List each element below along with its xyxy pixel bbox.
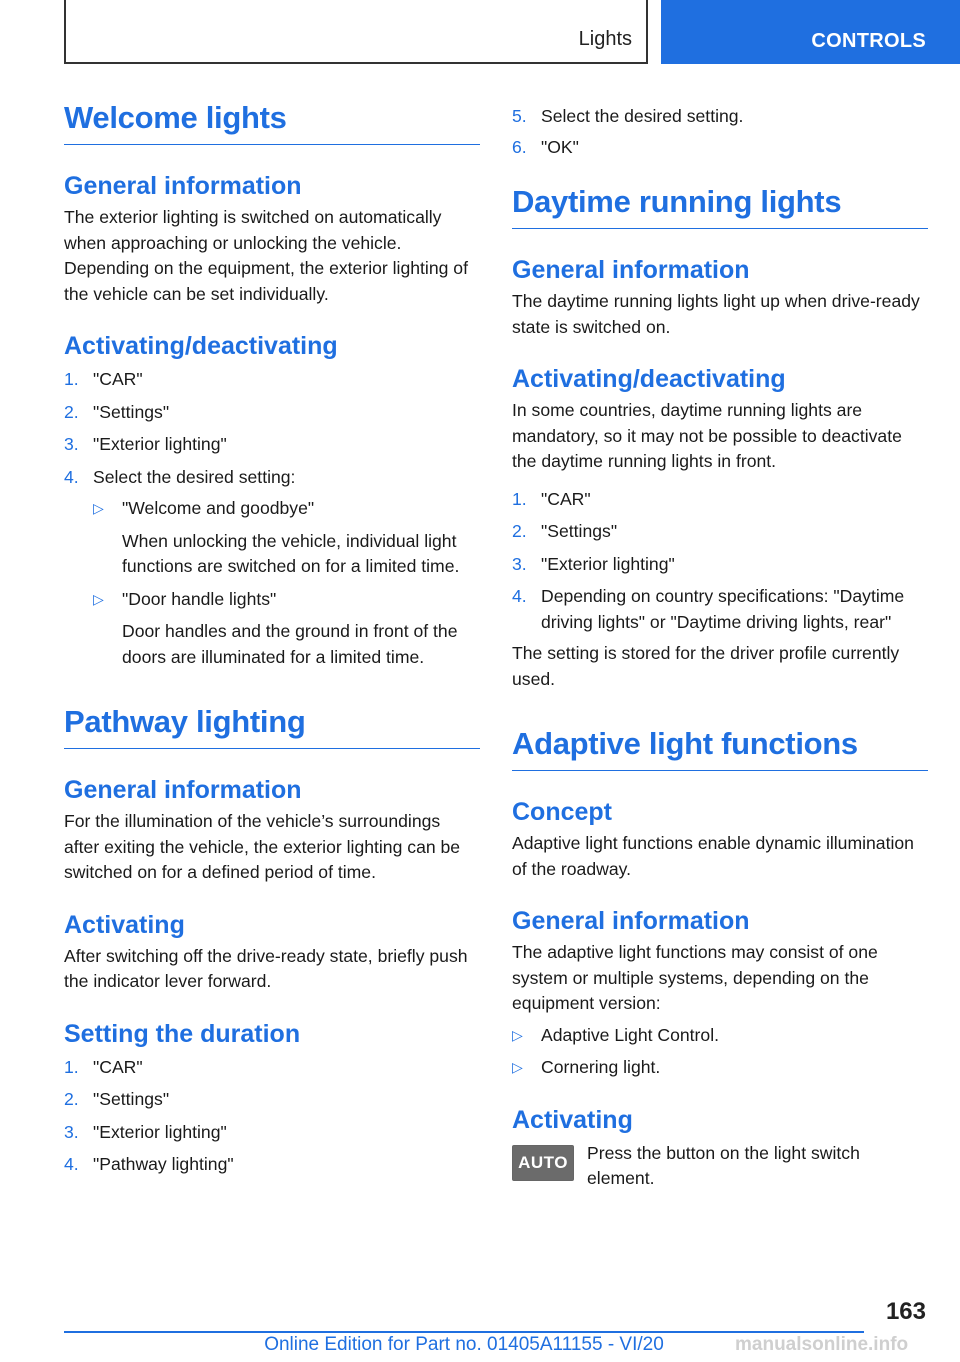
list-item <box>512 552 928 578</box>
list-item <box>64 400 480 426</box>
list-item <box>64 1152 480 1178</box>
alf-concept-heading: Concept <box>512 798 612 826</box>
list-item <box>512 519 928 545</box>
alf-general-heading: General information <box>512 907 750 935</box>
list-item <box>64 432 480 458</box>
alf-general-text: The adaptive light functions may consist of one system or multiple systems, depending on the equipment version: <box>512 942 878 1013</box>
watermark: manualsonline.info <box>735 1334 909 1355</box>
step-text: "Pathway lighting" <box>93 1154 234 1174</box>
step-text: Depending on country specifications: "Daytime driving lights" or "Daytime driving lights, rear" <box>541 586 905 632</box>
alf-concept-text: Adaptive light functions enable dynamic illumination of the roadway. <box>512 833 914 879</box>
list-item <box>512 584 928 635</box>
header-chapter-tab <box>661 0 960 64</box>
step-text: "Exterior lighting" <box>93 1121 227 1142</box>
step-text: "Settings" <box>93 1089 170 1109</box>
pathway-lighting-title: Pathway lighting <box>64 704 480 749</box>
continued-steps-list <box>512 104 928 160</box>
footer-divider <box>64 1331 864 1333</box>
alf-activate-row <box>512 1141 928 1192</box>
step-number: 1. <box>64 369 79 389</box>
alf-activate-text: Press the button on the light switch element. <box>587 1142 860 1188</box>
list-item <box>64 1055 480 1081</box>
pathway-activate-heading: Activating <box>64 910 185 939</box>
adaptive-light-functions-title: Adaptive light functions <box>512 726 928 771</box>
option-description: When unlocking the vehicle, individual light functions are switched on for a limited time. <box>122 530 460 576</box>
alf-activate-heading: Activating <box>512 1105 633 1134</box>
triangle-bullet-icon: ▷ <box>93 500 104 516</box>
step-text: Select the desired setting. <box>541 106 744 126</box>
step-number: 4. <box>512 586 527 606</box>
pathway-steps-list <box>64 1055 480 1178</box>
triangle-bullet-icon: ▷ <box>93 590 104 607</box>
step-text: "Exterior lighting" <box>541 553 675 574</box>
page-number: 163 <box>885 1298 926 1325</box>
list-item <box>64 1087 480 1113</box>
list-item <box>512 104 928 130</box>
auto-button-label: AUTO <box>518 1152 568 1172</box>
pathway-duration-heading: Setting the duration <box>64 1019 301 1048</box>
step-text: "CAR" <box>93 369 143 389</box>
welcome-general-text: The exterior lighting is switched on automatically when approaching or unlocking the vehicle. Depending on the equipment, the exterior lighting of the vehicle can be set individually. <box>64 207 468 304</box>
list-item <box>512 1023 928 1049</box>
step-number: 2. <box>512 521 527 541</box>
step-number: 3. <box>512 553 527 574</box>
welcome-general-heading: General information <box>64 172 302 200</box>
drl-steps-list <box>512 487 928 636</box>
drl-note-text: The setting is stored for the driver profile currently used. <box>512 643 900 689</box>
step-number: 2. <box>64 1089 79 1109</box>
list-item <box>512 1055 928 1081</box>
step-number: 6. <box>512 136 527 157</box>
step-number: 4. <box>64 466 79 487</box>
item-text: Adaptive Light Control. <box>541 1024 719 1045</box>
step-number: 2. <box>64 401 79 422</box>
step-text: "CAR" <box>541 488 591 509</box>
daytime-running-lights-title: Daytime running lights <box>512 184 928 229</box>
left-column <box>64 100 480 1178</box>
list-item <box>512 135 928 161</box>
welcome-options-list <box>93 496 480 670</box>
list-item <box>93 496 480 580</box>
list-item <box>512 487 928 513</box>
header-section-title: Lights <box>578 28 632 50</box>
list-item <box>64 367 480 393</box>
step-number: 3. <box>64 1121 79 1142</box>
drl-general-text: The daytime running lights light up when drive-ready state is switched on. <box>512 291 920 337</box>
step-text: Select the desired setting: <box>93 466 296 487</box>
step-number: 4. <box>64 1154 79 1174</box>
list-item <box>64 465 480 671</box>
option-title: "Welcome and goodbye" <box>122 498 315 518</box>
welcome-activate-heading: Activating/deactivating <box>64 332 338 360</box>
welcome-steps-list <box>64 367 480 670</box>
step-text: "Exterior lighting" <box>93 434 227 454</box>
option-title: "Door handle lights" <box>122 588 277 609</box>
step-text: "Settings" <box>93 401 170 422</box>
pathway-activate-text: After switching off the drive-ready state, briefly push the indicator lever forward. <box>64 945 468 991</box>
drl-activate-text: In some countries, daytime running lights are mandatory, so it may not be possible to deactivate the daytime running lights in front. <box>512 400 902 471</box>
triangle-bullet-icon: ▷ <box>512 1026 523 1043</box>
welcome-lights-title: Welcome lights <box>64 100 480 145</box>
header-section-box <box>64 0 648 64</box>
step-number: 1. <box>512 488 527 509</box>
drl-general-heading: General information <box>512 256 750 284</box>
step-text: "Settings" <box>541 521 618 541</box>
auto-button-icon <box>512 1145 574 1181</box>
step-number: 1. <box>64 1056 79 1077</box>
list-item <box>93 587 480 671</box>
list-item <box>64 1120 480 1146</box>
drl-activate-heading: Activating/deactivating <box>512 365 786 393</box>
footer-edition: Online Edition for Part no. 01405A11155 - VI/20 <box>264 1334 664 1355</box>
pathway-general-heading: General information <box>64 776 302 804</box>
step-text: "CAR" <box>93 1056 143 1077</box>
alf-systems-list <box>512 1023 928 1081</box>
step-number: 3. <box>64 434 79 454</box>
option-description: Door handles and the ground in front of the doors are illuminated for a limited time. <box>122 621 458 667</box>
step-number: 5. <box>512 106 527 126</box>
right-column <box>512 104 928 1192</box>
item-text: Cornering light. <box>541 1057 661 1077</box>
pathway-general-text: For the illumination of the vehicle’s surroundings after exiting the vehicle, the exterior lighting can be switched on for a defined period of time. <box>64 811 461 882</box>
step-text: "OK" <box>541 136 579 157</box>
triangle-bullet-icon: ▷ <box>512 1059 523 1075</box>
header-chapter-title: CONTROLS <box>811 30 926 52</box>
